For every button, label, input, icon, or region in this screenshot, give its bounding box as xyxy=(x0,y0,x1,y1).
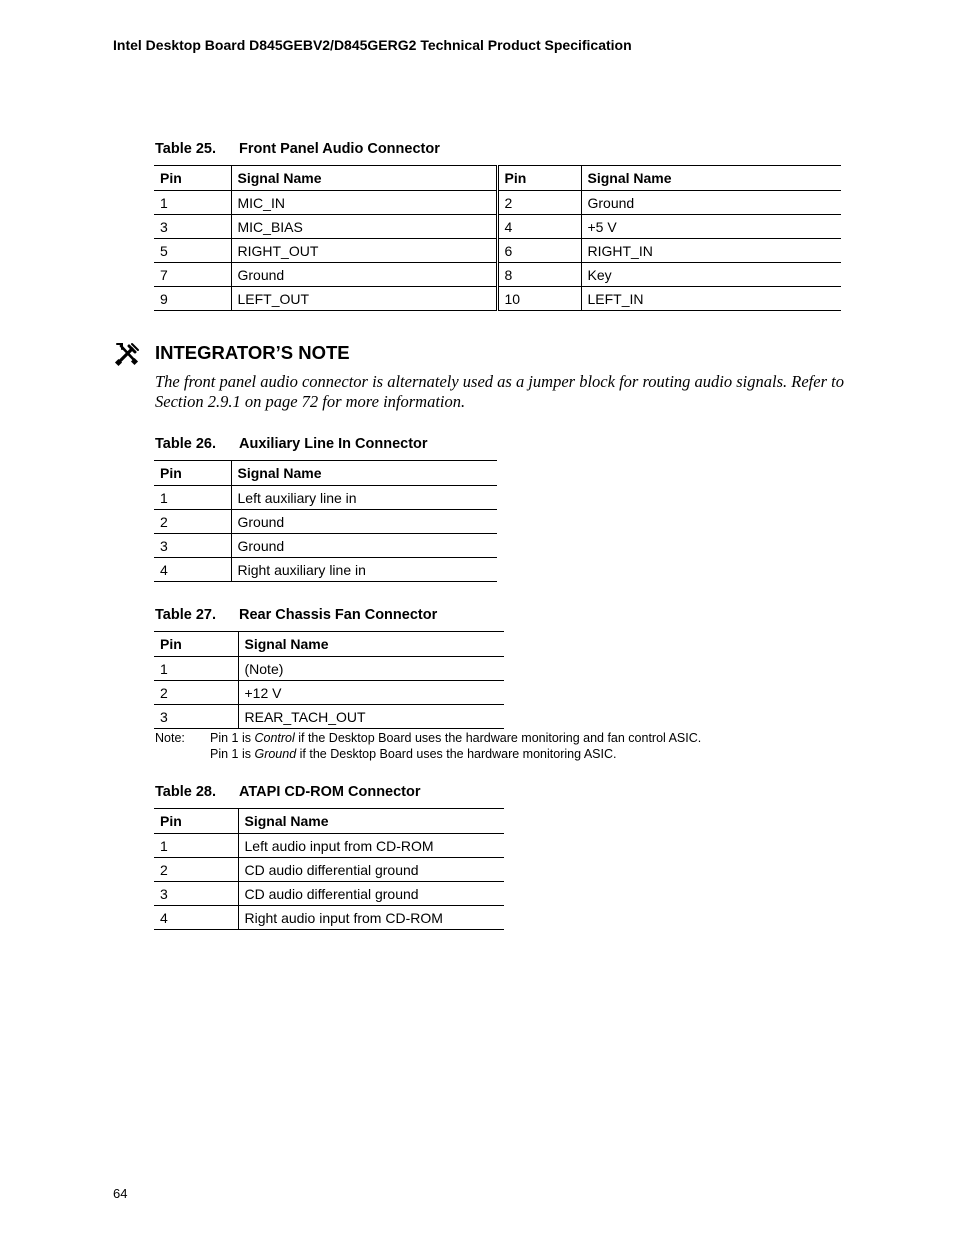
header-cell: Pin xyxy=(154,632,238,657)
signal-cell: Left auxiliary line in xyxy=(231,486,497,510)
pin-cell: 2 xyxy=(154,858,238,882)
signal-cell: Ground xyxy=(231,534,497,558)
table-row xyxy=(154,191,841,215)
header-cell: Signal Name xyxy=(231,166,497,191)
signal-cell: REAR_TACH_OUT xyxy=(238,705,504,729)
footnote-line xyxy=(210,746,616,762)
signal-cell: +12 V xyxy=(238,681,504,705)
table28-title: ATAPI CD-ROM Connector xyxy=(239,784,421,800)
table27-footnote xyxy=(155,730,755,764)
signal-cell: +5 V xyxy=(581,215,841,239)
pin-cell: 2 xyxy=(154,681,238,705)
pin-cell: 3 xyxy=(154,215,231,239)
footnote-emphasis: Ground xyxy=(254,747,297,761)
table25-caption xyxy=(155,141,440,157)
table26-caption xyxy=(155,436,428,452)
table-row xyxy=(154,510,497,534)
signal-cell: RIGHT_OUT xyxy=(231,239,497,263)
footnote-label: Note: xyxy=(155,731,185,745)
pin-cell: 1 xyxy=(154,191,231,215)
table-row xyxy=(154,534,497,558)
pin-cell: 3 xyxy=(154,705,238,729)
pin-cell: 10 xyxy=(497,287,581,311)
header-cell: Signal Name xyxy=(231,461,497,486)
table-row xyxy=(154,486,497,510)
signal-cell: (Note) xyxy=(238,657,504,681)
header-cell: Signal Name xyxy=(238,809,504,834)
footnote-text: Pin 1 is xyxy=(210,747,255,761)
table-row xyxy=(154,834,504,858)
pin-cell: 6 xyxy=(497,239,581,263)
integrator-note-heading: INTEGRATOR’S NOTE xyxy=(155,342,350,363)
table28 xyxy=(154,808,504,930)
footnote-text: if the Desktop Board uses the hardware monitoring ASIC. xyxy=(296,747,617,761)
table25-label: Table 25. xyxy=(155,141,216,157)
pin-cell: 4 xyxy=(154,906,238,930)
integrator-note-body: The front panel audio connector is alternately used as a jumper block for routing audio signals. Refer to Section 2.9.1 on page 72 for more information. xyxy=(155,372,844,411)
table-row xyxy=(154,287,841,311)
table27-label: Table 27. xyxy=(155,607,216,623)
signal-cell: LEFT_OUT xyxy=(231,287,497,311)
tools-icon xyxy=(113,340,141,368)
pin-cell: 1 xyxy=(154,834,238,858)
signal-cell: Key xyxy=(581,263,841,287)
signal-cell: RIGHT_IN xyxy=(581,239,841,263)
signal-cell: Left audio input from CD-ROM xyxy=(238,834,504,858)
table-header-row xyxy=(154,461,497,486)
table25-title: Front Panel Audio Connector xyxy=(239,141,440,157)
header-cell: Pin xyxy=(154,461,231,486)
footnote-line xyxy=(210,730,701,746)
header-cell: Signal Name xyxy=(238,632,504,657)
table-row xyxy=(154,882,504,906)
header-cell: Pin xyxy=(497,166,581,191)
table28-label: Table 28. xyxy=(155,784,216,800)
pin-cell: 5 xyxy=(154,239,231,263)
table27-caption xyxy=(155,607,437,623)
page-number: 64 xyxy=(113,1186,128,1201)
pin-cell: 9 xyxy=(154,287,231,311)
pin-cell: 1 xyxy=(154,486,231,510)
pin-cell: 4 xyxy=(154,558,231,582)
table-row xyxy=(154,657,504,681)
signal-cell: Ground xyxy=(231,263,497,287)
table28-caption xyxy=(155,784,421,800)
table26-label: Table 26. xyxy=(155,436,216,452)
table-header-row xyxy=(154,632,504,657)
signal-cell: Ground xyxy=(231,510,497,534)
signal-cell: Ground xyxy=(581,191,841,215)
running-header: Intel Desktop Board D845GEBV2/D845GERG2 Technical Product Specification xyxy=(113,37,632,53)
pin-cell: 1 xyxy=(154,657,238,681)
table27 xyxy=(154,631,504,729)
signal-cell: CD audio differential ground xyxy=(238,882,504,906)
table26-title: Auxiliary Line In Connector xyxy=(239,436,428,452)
signal-cell: Right auxiliary line in xyxy=(231,558,497,582)
signal-cell: LEFT_IN xyxy=(581,287,841,311)
table25 xyxy=(154,165,841,311)
pin-cell: 7 xyxy=(154,263,231,287)
footnote-text: if the Desktop Board uses the hardware monitoring and fan control ASIC. xyxy=(294,731,702,745)
table-row xyxy=(154,681,504,705)
signal-cell: CD audio differential ground xyxy=(238,858,504,882)
table-row xyxy=(154,858,504,882)
table27-title: Rear Chassis Fan Connector xyxy=(239,607,438,623)
table-row xyxy=(154,215,841,239)
table-row xyxy=(154,239,841,263)
table-row xyxy=(154,558,497,582)
pin-cell: 2 xyxy=(154,510,231,534)
table-header-row xyxy=(154,166,841,191)
header-cell: Pin xyxy=(154,166,231,191)
pin-cell: 8 xyxy=(497,263,581,287)
signal-cell: MIC_IN xyxy=(231,191,497,215)
pin-cell: 3 xyxy=(154,882,238,906)
header-cell: Pin xyxy=(154,809,238,834)
footnote-emphasis: Control xyxy=(254,731,295,745)
footnote-text: Pin 1 is xyxy=(210,731,255,745)
table-row xyxy=(154,705,504,729)
pin-cell: 2 xyxy=(497,191,581,215)
table-row xyxy=(154,263,841,287)
table-row xyxy=(154,906,504,930)
header-cell: Signal Name xyxy=(581,166,841,191)
pin-cell: 3 xyxy=(154,534,231,558)
pin-cell: 4 xyxy=(497,215,581,239)
signal-cell: Right audio input from CD-ROM xyxy=(238,906,504,930)
signal-cell: MIC_BIAS xyxy=(231,215,497,239)
table-header-row xyxy=(154,809,504,834)
table26 xyxy=(154,460,497,582)
